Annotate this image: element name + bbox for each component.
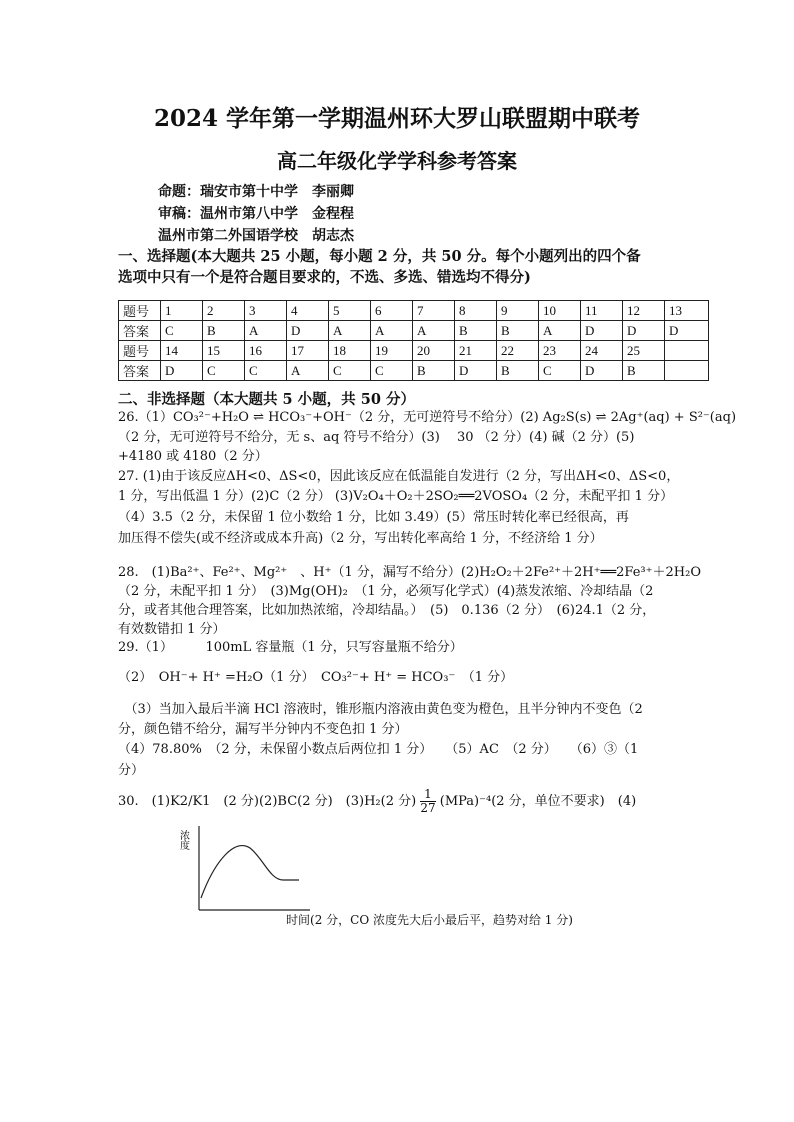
table-cell: 6 — [371, 301, 413, 321]
q29-line-1: 29.（1） 100mL 容量瓶（1 分，只写容量瓶不给分） — [118, 640, 463, 655]
answer-table — [118, 300, 709, 381]
table-cell: 19 — [371, 341, 413, 361]
q30-graph-note: (2 分，CO 浓度先大后小最后平，趋势对给 1 分) — [310, 913, 573, 927]
q26-line-1: 26.（1）CO₃²⁻+H₂O ⇌ HCO₃⁻+OH⁻（2 分，无可逆符号不给分）(2) Ag₂S(s) ⇌ 2Ag⁺(aq) + S²⁻(aq) — [118, 410, 737, 425]
table-cell: B — [497, 321, 539, 341]
table-cell: C — [161, 321, 203, 341]
q29-line-6: 分） — [118, 763, 145, 778]
table-cell: 9 — [497, 301, 539, 321]
table-cell: 13 — [665, 301, 709, 321]
row-label: 答案 — [119, 361, 161, 381]
table-cell — [665, 361, 709, 381]
table-cell: 2 — [203, 301, 245, 321]
q28-line-1: 28. (1)Ba²⁺、Fe²⁺、Mg²⁺ 、H⁺（1 分，漏写不给分）(2)H₂O₂＋2Fe²⁺＋2H⁺══2Fe³⁺＋2H₂O — [118, 565, 701, 580]
table-cell: 24 — [581, 341, 623, 361]
table-cell: D — [581, 361, 623, 381]
table-cell: B — [497, 361, 539, 381]
table-cell — [665, 341, 709, 361]
graph-curve — [201, 846, 299, 898]
table-cell: D — [623, 321, 665, 341]
q29-line-3: （3）当加入最后半滴 HCl 溶液时，锥形瓶内溶液由黄色变为橙色，且半分钟内不变色（2 — [118, 702, 643, 717]
table-cell: 14 — [161, 341, 203, 361]
table-cell: C — [329, 361, 371, 381]
q30-prefix: 30. (1)K2/K1 (2 分)(2)BC(2 分) (3)H₂(2 分) — [118, 794, 417, 809]
table-cell: A — [539, 321, 581, 341]
q26-line-3: +4180 或 4180（2 分） — [118, 449, 268, 464]
q27-line-1: 27. (1)由于该反应ΔH<0、ΔS<0，因此该反应在低温能自发进行（2 分，写出ΔH<0、ΔS<0， — [118, 469, 680, 484]
table-cell: 25 — [623, 341, 665, 361]
table-cell: 1 — [161, 301, 203, 321]
table-cell: D — [455, 361, 497, 381]
table-cell: D — [287, 321, 329, 341]
table-cell: A — [371, 321, 413, 341]
table-cell: 15 — [203, 341, 245, 361]
table-cell: 18 — [329, 341, 371, 361]
q30-fraction-denominator: 27 — [420, 801, 436, 815]
table-cell: C — [539, 361, 581, 381]
table-cell: D — [665, 321, 709, 341]
graph-x-label — [286, 910, 573, 930]
table-cell: B — [203, 321, 245, 341]
page-title: 2024 学年第一学期温州环大罗山联盟期中联考 — [153, 105, 641, 132]
table-cell: 23 — [539, 341, 581, 361]
q30-suffix: (MPa)⁻⁴(2 分，单位不要求) (4) — [439, 794, 637, 809]
table-cell: 17 — [287, 341, 329, 361]
section2-heading: 二、非选择题（本大题共 5 小题，共 50 分） — [118, 391, 415, 408]
table-cell: 16 — [245, 341, 287, 361]
table-cell: 12 — [623, 301, 665, 321]
reviewer-line-2: 温州市第二外国语学校 胡志杰 — [158, 228, 354, 244]
table-cell: 22 — [497, 341, 539, 361]
table-cell: 8 — [455, 301, 497, 321]
table-cell: C — [203, 361, 245, 381]
table-cell: D — [581, 321, 623, 341]
graph-x-label-text: 时间 — [286, 913, 311, 927]
table-cell: B — [623, 361, 665, 381]
table-cell: 10 — [539, 301, 581, 321]
table-cell: B — [413, 361, 455, 381]
q28-line-2: （2 分，未配平扣 1 分） (3)Mg(OH)₂ （1 分，必须写化学式）(4)蒸发浓缩、冷却结晶（2 — [118, 584, 654, 599]
q30-fraction — [420, 788, 435, 815]
q30-fraction-numerator: 1 — [420, 788, 435, 802]
table-cell: 20 — [413, 341, 455, 361]
author-line: 命题：瑞安市第十中学 李丽卿 — [158, 184, 354, 200]
row-label: 答案 — [119, 321, 161, 341]
table-cell: A — [329, 321, 371, 341]
q29-line-5: （4）78.80% （2 分，未保留小数点后两位扣 1 分） （5）AC （2 分） （6）③（1 — [118, 742, 639, 757]
q30-line — [118, 788, 636, 815]
q29-line-4: 分，颜色错不给分，漏写半分钟内不变色扣 1 分） — [118, 722, 408, 737]
concentration-time-graph — [175, 820, 315, 920]
table-cell: B — [455, 321, 497, 341]
table-cell: 21 — [455, 341, 497, 361]
table-row — [119, 341, 709, 361]
reviewer-line-1: 审稿：温州市第八中学 金程程 — [158, 206, 354, 222]
section1-heading-1: 一、选择题(本大题共 25 小题，每小题 2 分，共 50 分。每个小题列出的四个备 — [118, 248, 641, 265]
table-cell: D — [161, 361, 203, 381]
table-cell: A — [287, 361, 329, 381]
table-cell: C — [371, 361, 413, 381]
table-row — [119, 321, 709, 341]
q26-line-2: （2 分，无可逆符号不给分，无 s、aq 符号不给分）(3) 30 （2 分）(4) 碱（2 分）(5) — [118, 430, 635, 445]
row-label: 题号 — [119, 301, 161, 321]
q27-line-4: 加压得不偿失(或不经济或成本升高)（2 分，写出转化率高给 1 分，不经济给 1 分） — [118, 531, 603, 546]
q28-line-4: 有效数错扣 1 分） — [118, 622, 226, 637]
table-cell: 3 — [245, 301, 287, 321]
table-row — [119, 361, 709, 381]
page-subtitle: 高二年级化学学科参考答案 — [277, 149, 517, 173]
q27-line-3: （4）3.5（2 分，未保留 1 位小数给 1 分，比如 3.49）(5）常压时转化率已经很高，再 — [118, 510, 629, 525]
table-cell: 7 — [413, 301, 455, 321]
table-cell: 4 — [287, 301, 329, 321]
section1-heading-2: 选项中只有一个是符合题目要求的，不选、多选、错选均不得分) — [118, 269, 531, 286]
table-cell: 5 — [329, 301, 371, 321]
table-cell: A — [413, 321, 455, 341]
table-cell: 11 — [581, 301, 623, 321]
row-label: 题号 — [119, 341, 161, 361]
graph-y-label: 浓度 — [177, 830, 189, 850]
table-row — [119, 301, 709, 321]
q27-line-2: 1 分，写出低温 1 分）(2)C（2 分） (3)V₂O₄＋O₂＋2SO₂══2VOSO₄（2 分，未配平扣 1 分） — [118, 489, 674, 504]
table-cell: A — [245, 321, 287, 341]
table-cell: C — [245, 361, 287, 381]
q28-line-3: 分，或者其他合理答案，比如加热浓缩，冷却结晶。） (5) 0.136（2 分） (6)24.1（2 分， — [118, 603, 656, 618]
q29-line-2: （2） OH⁻+ H⁺ =H₂O（1 分） CO₃²⁻+ H⁺ = HCO₃⁻ （1 分） — [118, 670, 514, 685]
